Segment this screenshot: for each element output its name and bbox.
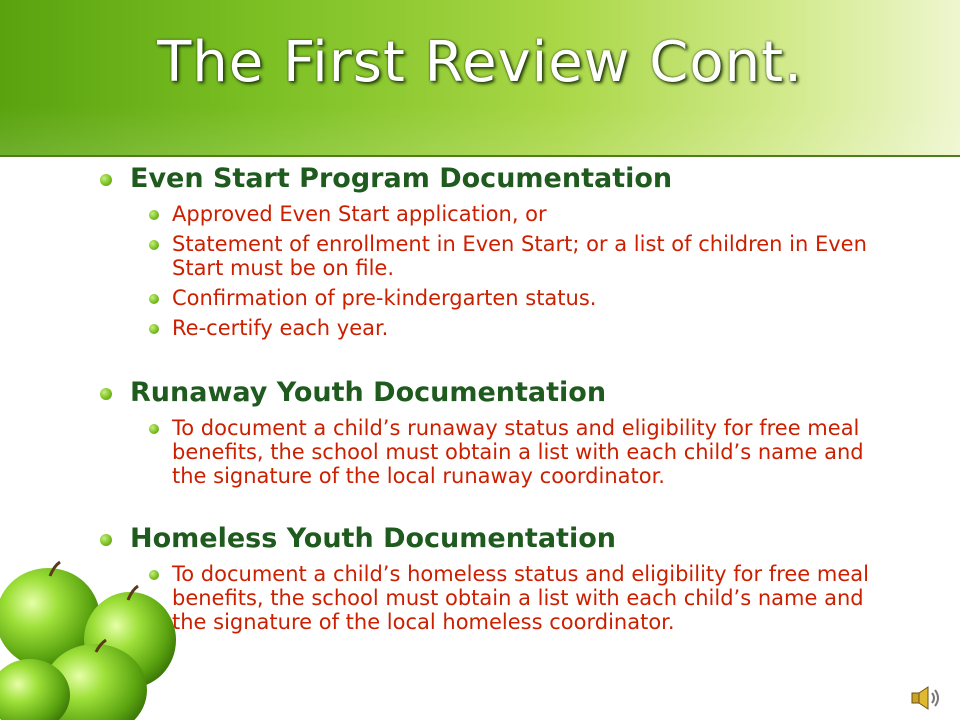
section-heading: [100, 162, 900, 196]
section-heading: [100, 376, 900, 410]
list-item: [100, 316, 900, 340]
list-item: [100, 202, 900, 226]
bullet-icon: [149, 240, 159, 250]
list-item: [100, 232, 900, 280]
spacer: [100, 340, 900, 376]
list-item-text: Confirmation of pre-kindergarten status.: [172, 286, 597, 310]
section-heading-text: Runaway Youth Documentation: [130, 377, 607, 408]
list-item-text: To document a child’s runaway status and eligibility for free meal benefits, the school must obtain a list with each child’s name and the signature of the local runaway coordinator.: [172, 416, 864, 488]
list-item-text: To document a child’s homeless status and eligibility for free meal benefits, the school must obtain a list with each child’s name and the signature of the local homeless coordinator.: [172, 562, 869, 634]
list-item: [100, 416, 900, 488]
bullet-icon: [149, 324, 159, 334]
bullet-icon: [100, 534, 112, 546]
section-heading: [100, 522, 900, 556]
list-item-text: Approved Even Start application, or: [172, 202, 547, 226]
bullet-icon: [149, 294, 159, 304]
list-item: [100, 286, 900, 310]
slide-content: [100, 162, 900, 634]
speaker-icon[interactable]: [910, 684, 944, 712]
bullet-icon: [100, 388, 112, 400]
bullet-icon: [100, 174, 112, 186]
list-item: [100, 562, 900, 634]
banner-divider: [0, 155, 960, 157]
spacer: [100, 488, 900, 522]
green-apples-image: [0, 560, 180, 720]
list-item-text: Re-certify each year.: [172, 316, 389, 340]
section-heading-text: Homeless Youth Documentation: [130, 523, 616, 554]
bullet-icon: [149, 424, 159, 434]
list-item-text: Statement of enrollment in Even Start; or a list of children in Even Start must be on file.: [172, 232, 867, 280]
slide-title: The First Review Cont.: [157, 30, 803, 95]
section-heading-text: Even Start Program Documentation: [130, 163, 673, 194]
bullet-icon: [149, 210, 159, 220]
